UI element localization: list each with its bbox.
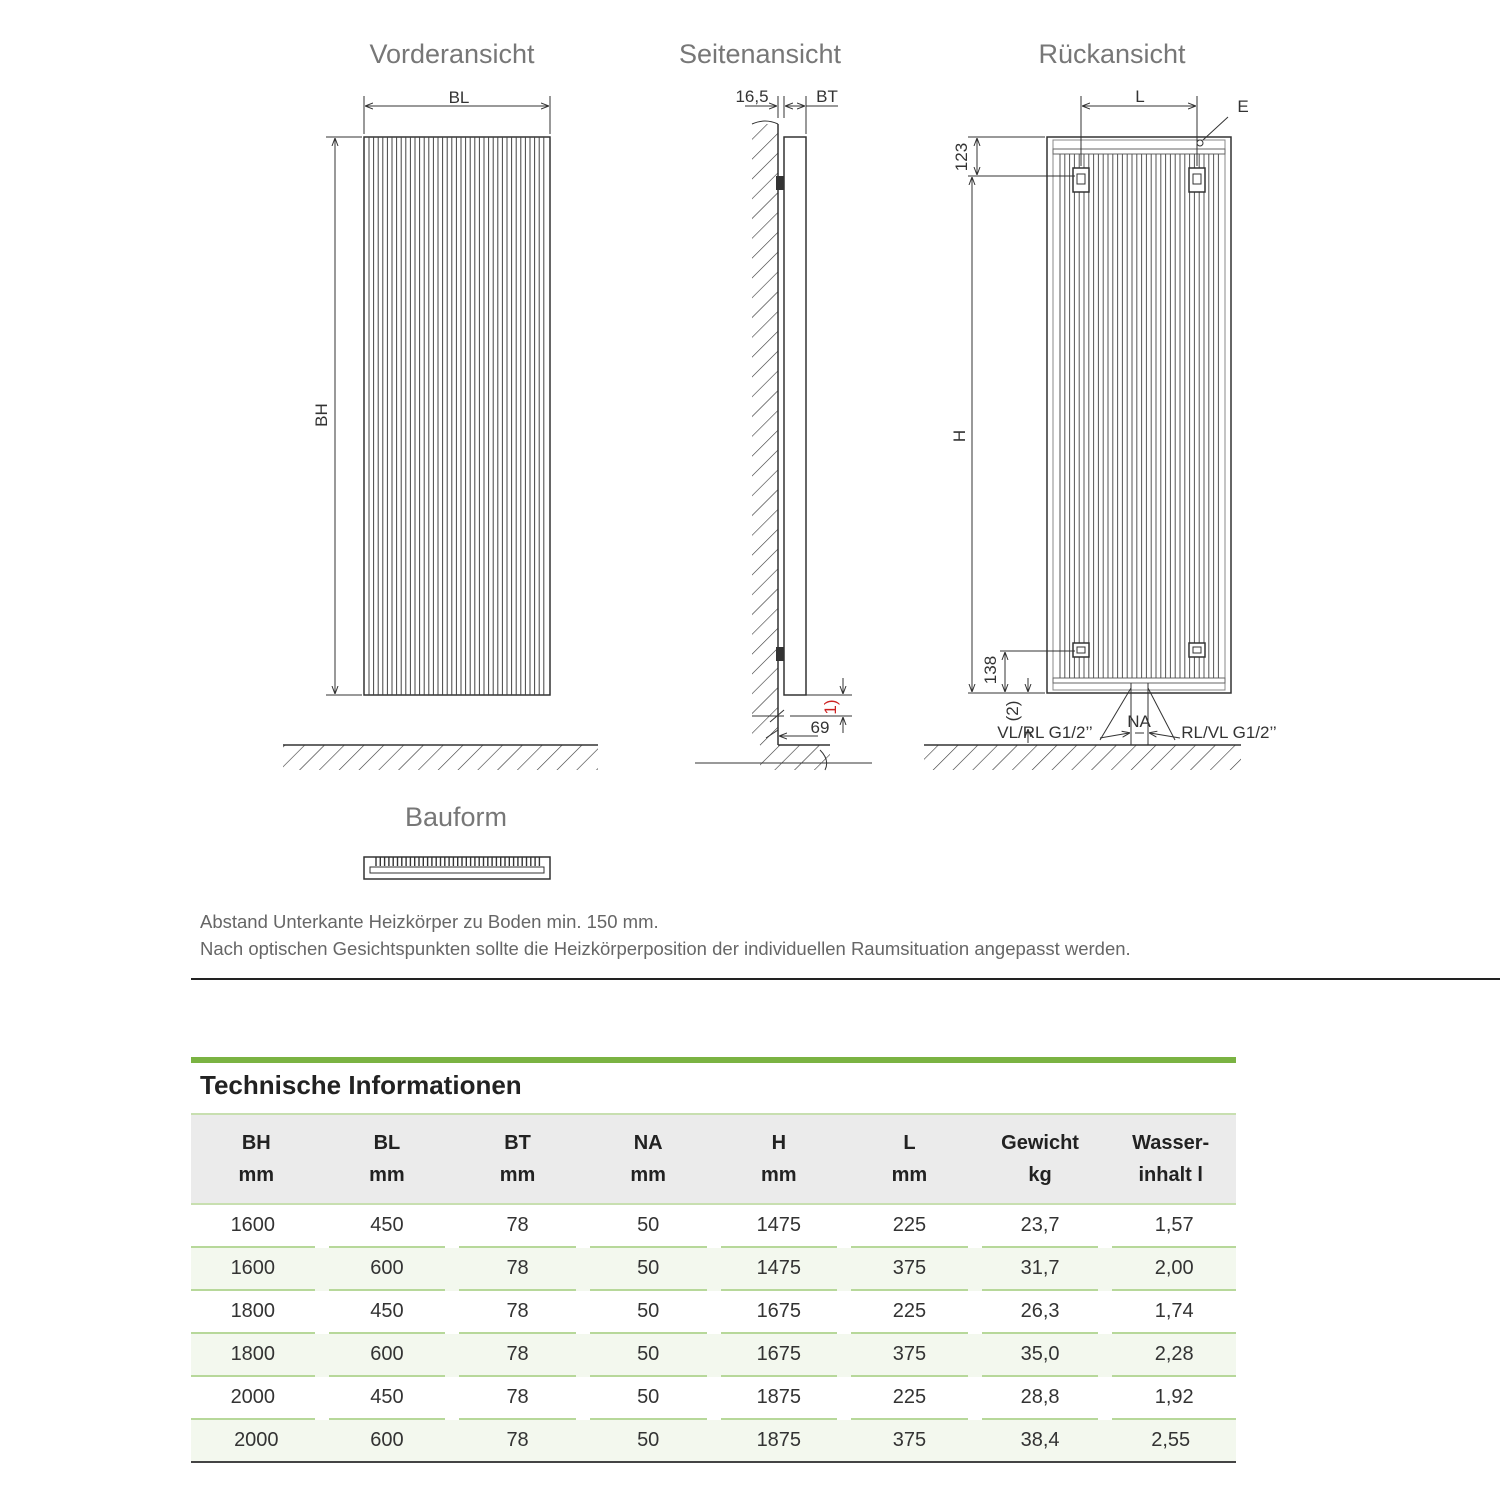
column-header-line: Gewicht xyxy=(1001,1132,1079,1154)
section-divider xyxy=(191,978,1500,980)
cell-value: 26,3 xyxy=(982,1291,1099,1334)
technical-info-table xyxy=(191,1115,1236,1463)
cell-value: 1875 xyxy=(714,1420,845,1463)
bt-label: BT xyxy=(816,87,838,106)
table-cell xyxy=(975,1205,1106,1248)
side-offset-label: 16,5 xyxy=(735,87,769,106)
table-cell xyxy=(583,1377,714,1420)
cell-value: 78 xyxy=(459,1205,576,1248)
table-cell xyxy=(975,1334,1106,1377)
table-accent-bar xyxy=(191,1057,1236,1063)
side-view xyxy=(695,87,872,770)
table-cell xyxy=(191,1248,322,1291)
column-header-line: BT xyxy=(504,1132,531,1154)
cell-value: 2,28 xyxy=(1112,1334,1236,1377)
table-cell xyxy=(844,1205,975,1248)
bh-label: BH xyxy=(312,403,331,427)
table-header-row xyxy=(191,1115,1236,1205)
table-cell xyxy=(714,1291,845,1334)
cell-value: 600 xyxy=(322,1420,453,1463)
rl-vl-label: RL/VL G1/2’’ xyxy=(1181,723,1277,742)
column-header xyxy=(714,1115,845,1205)
table-cell xyxy=(844,1377,975,1420)
e-label: E xyxy=(1237,97,1249,116)
cell-value: 78 xyxy=(459,1377,576,1420)
table-cell xyxy=(452,1205,583,1248)
cell-value: 375 xyxy=(844,1420,975,1463)
table-body xyxy=(191,1205,1236,1463)
cell-value: 375 xyxy=(851,1334,968,1377)
cell-value: 1,57 xyxy=(1112,1205,1236,1248)
cell-value: 225 xyxy=(851,1291,968,1334)
cell-value: 28,8 xyxy=(982,1377,1099,1420)
table-row xyxy=(191,1248,1236,1291)
cell-value: 1800 xyxy=(191,1291,315,1334)
cell-value: 50 xyxy=(590,1377,707,1420)
cell-value: 50 xyxy=(583,1420,714,1463)
cell-value: 1,74 xyxy=(1112,1291,1236,1334)
cell-value: 78 xyxy=(452,1420,583,1463)
cell-value: 1475 xyxy=(721,1205,838,1248)
na-label: NA xyxy=(1127,712,1151,731)
table-cell xyxy=(1105,1205,1236,1248)
table-cell xyxy=(322,1291,453,1334)
cell-value: 225 xyxy=(851,1377,968,1420)
table-cell xyxy=(452,1334,583,1377)
front-view xyxy=(283,88,598,770)
cell-value: 1875 xyxy=(721,1377,838,1420)
column-header-line: inhalt l xyxy=(1138,1164,1203,1186)
table-cell xyxy=(583,1205,714,1248)
cell-value: 78 xyxy=(459,1248,576,1291)
table-cell xyxy=(191,1420,322,1463)
column-header-line: mm xyxy=(891,1164,928,1186)
column-header-line: L xyxy=(903,1132,916,1154)
note-line-2: Nach optischen Gesichtspunkten sollte die Heizkörperposition der individuellen Raumsituation angepasst werden. xyxy=(200,938,1131,959)
table-cell xyxy=(322,1248,453,1291)
cell-value: 450 xyxy=(329,1205,446,1248)
paren2-label: (2) xyxy=(1003,700,1022,722)
cell-value: 450 xyxy=(329,1377,446,1420)
table-cell xyxy=(714,1334,845,1377)
column-header-line: BL xyxy=(373,1132,401,1154)
column-header xyxy=(191,1115,322,1205)
column-header xyxy=(844,1115,975,1205)
table-cell xyxy=(714,1377,845,1420)
table-cell xyxy=(1105,1377,1236,1420)
table-cell xyxy=(191,1377,322,1420)
table-cell xyxy=(844,1291,975,1334)
cell-value: 78 xyxy=(459,1291,576,1334)
table-cell xyxy=(714,1205,845,1248)
cell-value: 2000 xyxy=(191,1420,322,1463)
footnote-label: 1) xyxy=(821,699,840,715)
column-header-line: BH xyxy=(241,1132,271,1154)
column-header xyxy=(975,1115,1106,1205)
table-cell xyxy=(975,1291,1106,1334)
cell-value: 1675 xyxy=(721,1291,838,1334)
cell-value: 375 xyxy=(851,1248,968,1291)
column-header xyxy=(322,1115,453,1205)
floor-gap-label: 69 xyxy=(810,718,830,737)
cell-value: 225 xyxy=(851,1205,968,1248)
cell-value: 31,7 xyxy=(982,1248,1099,1291)
shape-view-title: Bauform xyxy=(404,802,508,832)
table-cell xyxy=(322,1334,453,1377)
cell-value: 2,55 xyxy=(1105,1420,1236,1463)
rear-view-title: Rückansicht xyxy=(1038,39,1186,69)
table-cell xyxy=(191,1291,322,1334)
cell-value: 23,7 xyxy=(982,1205,1099,1248)
table-row xyxy=(191,1334,1236,1377)
table-row xyxy=(191,1420,1236,1463)
table-cell xyxy=(191,1334,322,1377)
side-view-title: Seitenansicht xyxy=(678,39,842,69)
column-header-line: mm xyxy=(238,1164,275,1186)
column-header-line: mm xyxy=(761,1164,797,1186)
table-cell xyxy=(1105,1291,1236,1334)
installation-notes xyxy=(200,908,1131,962)
table-cell xyxy=(322,1377,453,1420)
table-cell xyxy=(714,1420,845,1463)
cell-value: 1600 xyxy=(191,1248,315,1291)
table-row xyxy=(191,1291,1236,1334)
table-cell xyxy=(975,1420,1106,1463)
table-cell xyxy=(583,1420,714,1463)
table-cell xyxy=(191,1205,322,1248)
cell-value: 1,92 xyxy=(1112,1377,1236,1420)
cell-value: 2,00 xyxy=(1112,1248,1236,1291)
shape-cross-section xyxy=(364,857,550,879)
column-header xyxy=(452,1115,583,1205)
table-cell xyxy=(452,1377,583,1420)
cell-value: 600 xyxy=(329,1248,446,1291)
table-cell xyxy=(844,1334,975,1377)
table-row xyxy=(191,1205,1236,1248)
cell-value: 50 xyxy=(590,1248,707,1291)
front-view-title: Vorderansicht xyxy=(369,39,535,69)
cell-value: 600 xyxy=(329,1334,446,1377)
table-cell xyxy=(1105,1334,1236,1377)
column-header xyxy=(583,1115,714,1205)
h-label: H xyxy=(950,429,969,443)
table-cell xyxy=(452,1291,583,1334)
table-cell xyxy=(583,1248,714,1291)
l-label: L xyxy=(1135,87,1145,106)
table-cell xyxy=(452,1420,583,1463)
note-line-1: Abstand Unterkante Heizkörper zu Boden min. 150 mm. xyxy=(200,911,659,932)
column-header-line: mm xyxy=(369,1164,405,1186)
table-cell xyxy=(452,1248,583,1291)
cell-value: 1800 xyxy=(191,1334,315,1377)
table-cell xyxy=(975,1377,1106,1420)
table-cell xyxy=(583,1291,714,1334)
cell-value: 50 xyxy=(590,1291,707,1334)
cell-value: 450 xyxy=(329,1291,446,1334)
dim-138-label: 138 xyxy=(981,655,1000,685)
column-header-line: Wasser- xyxy=(1132,1132,1210,1154)
column-header-line: NA xyxy=(633,1132,663,1154)
cell-value: 50 xyxy=(590,1334,707,1377)
column-header-line: mm xyxy=(630,1164,666,1186)
table-cell xyxy=(1105,1248,1236,1291)
cell-value: 1475 xyxy=(721,1248,838,1291)
table-cell xyxy=(844,1420,975,1463)
dim-123-label: 123 xyxy=(952,142,971,172)
table-cell xyxy=(322,1205,453,1248)
table-cell xyxy=(1105,1420,1236,1463)
cell-value: 50 xyxy=(590,1205,707,1248)
column-header-line: kg xyxy=(1028,1164,1052,1186)
vl-rl-label: VL/RL G1/2’’ xyxy=(997,723,1093,742)
cell-value: 35,0 xyxy=(982,1334,1099,1377)
cell-value: 38,4 xyxy=(975,1420,1106,1463)
table-cell xyxy=(714,1248,845,1291)
cell-value: 78 xyxy=(459,1334,576,1377)
table-cell xyxy=(583,1334,714,1377)
cell-value: 2000 xyxy=(191,1377,315,1420)
column-header-line: H xyxy=(771,1132,787,1154)
bl-label: BL xyxy=(448,88,470,107)
table-cell xyxy=(322,1420,453,1463)
table-cell xyxy=(975,1248,1106,1291)
cell-value: 1675 xyxy=(721,1334,838,1377)
column-header xyxy=(1105,1115,1236,1205)
rear-view xyxy=(924,87,1277,770)
table-title: Technische Informationen xyxy=(200,1070,522,1100)
table-row xyxy=(191,1377,1236,1420)
table-cell xyxy=(844,1248,975,1291)
cell-value: 1600 xyxy=(191,1205,315,1248)
column-header-line: mm xyxy=(499,1164,536,1186)
